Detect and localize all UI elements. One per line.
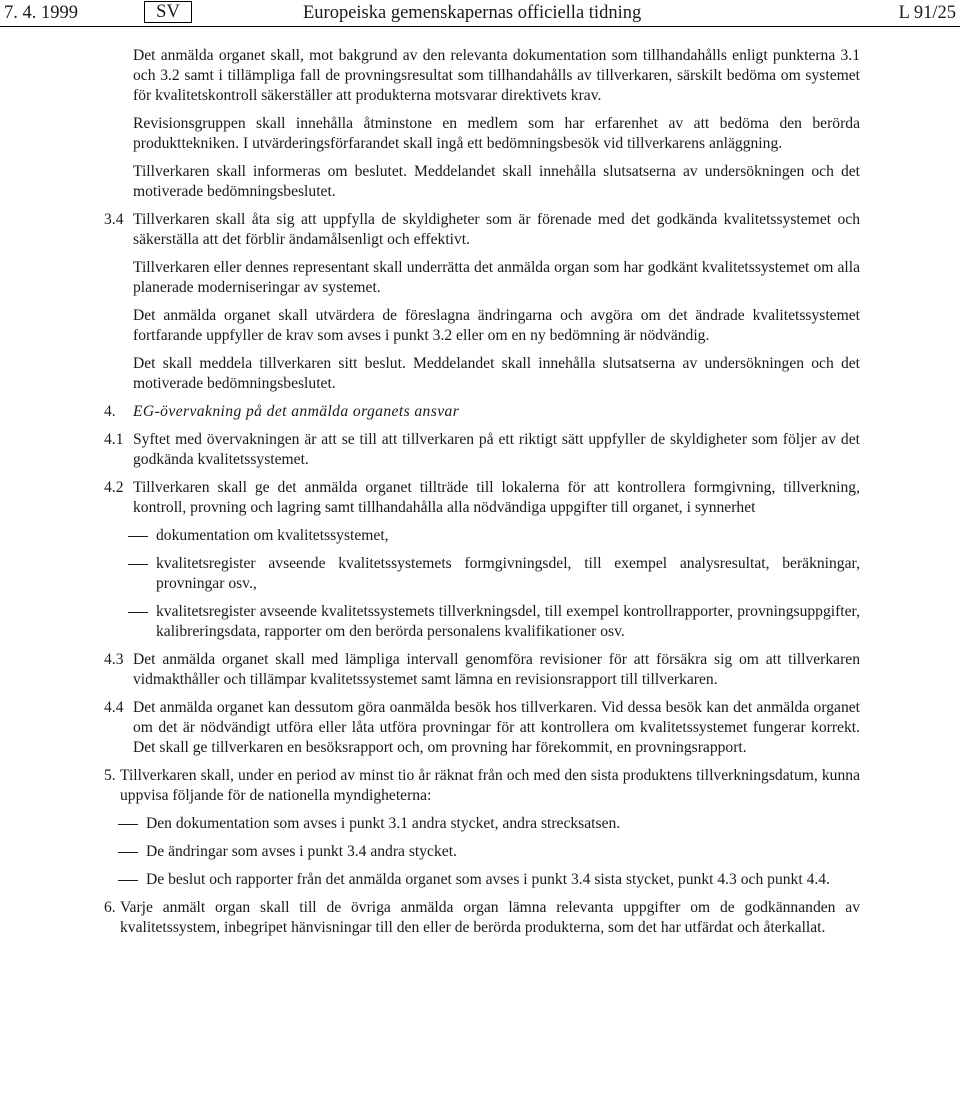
section-text: Det anmälda organet kan dessutom göra oanmälda besök hos tillverkaren. Vid dessa besök kan det anmälda organet om det är nödvändigt utföra eller låta utföra provningar för att kontrollera om kvalitetssystemet fungerar korrekt. Det skall ge tillverkaren en besöksrapport och, om provning har förekommit, en provningsrapport.	[133, 699, 860, 756]
list-item: kvalitetsregister avseende kvalitetssystemets tillverkningsdel, till exempel kontrollrapporter, provningsuppgifter, kalibreringsdata, rapporter om den berörda personalens kvalifikationer osv.	[104, 602, 860, 642]
section-text: Tillverkaren skall åta sig att uppfylla de skyldigheter som är förenade med det godkända kvalitetssystemet och säkerställa att det förblir ändamålsenligt och effektivt.	[133, 211, 860, 248]
section-text: Tillverkaren skall, under en period av minst tio år räknat från och med den sista produktens tillverkningsdatum, kunna uppvisa följande för de nationella myndigheterna:	[120, 767, 860, 804]
page-reference: L 91/25	[898, 3, 956, 23]
section-4-heading	[104, 402, 860, 422]
section-number: 6.	[104, 899, 116, 916]
section-number: 4.	[104, 403, 116, 420]
section-6	[104, 898, 860, 938]
section-text: Det anmälda organet skall med lämpliga intervall genomföra revisioner för att försäkra sig om att tillverkaren vidmakthåller och tillämpar kvalitetssystemet samt lämna en revisionsrapport till tillverkaren.	[133, 651, 860, 688]
paragraph-assessment: Det anmälda organet skall, mot bakgrund av den relevanta dokumentation som tillhandahålls enligt punkterna 3.1 och 3.2 samt i tillämpliga fall de provningsresultat som tillhandahålls av tillverkaren, särskilt bedöma om systemet för kvalitetskontroll säkerställer att produkterna motsvarar direktivets krav.	[133, 47, 860, 104]
document-body	[104, 46, 860, 946]
paragraph-notify-changes: Tillverkaren eller dennes representant skall underrätta det anmälda organ som har godkänt kvalitetssystemet om alla planerade moderniseringar av systemet.	[133, 259, 860, 296]
list-item: kvalitetsregister avseende kvalitetssystemets formgivningsdel, till exempel analysresultat, beräkningar, provningar osv.,	[104, 554, 860, 594]
paragraph-notify-decision: Det skall meddela tillverkaren sitt beslut. Meddelandet skall innehålla slutsatserna av undersökningen och det motiverade bedömningsbeslutet.	[133, 355, 860, 392]
paragraph-decision: Tillverkaren skall informeras om beslutet. Meddelandet skall innehålla slutsatserna av undersökningen och det motiverade bedömningsbeslutet.	[133, 163, 860, 200]
list-item: De beslut och rapporter från det anmälda organet som avses i punkt 3.4 sista stycket, punkt 4.3 och punkt 4.4.	[104, 870, 860, 890]
list-item: dokumentation om kvalitetssystemet,	[104, 526, 860, 546]
section-4-3	[104, 650, 860, 690]
section-number: 4.1	[104, 431, 124, 448]
section-title: EG-övervakning på det anmälda organets ansvar	[133, 403, 460, 420]
section-number: 3.4	[104, 211, 124, 228]
paragraph-evaluate-changes: Det anmälda organet skall utvärdera de föreslagna ändringarna och avgöra om det ändrade kvalitetssystemet fortfarande uppfyller de krav som avses i punkt 3.2 eller om en ny bedömning är nödvändig.	[133, 307, 860, 344]
language-badge: SV	[144, 1, 192, 23]
section-text: Varje anmält organ skall till de övriga anmälda organ lämna relevanta uppgifter om de godkännanden av kvalitetssystem, inbegripet hänvisningar till den eller de berörda produkterna, som det har utfärdat och återkallat.	[120, 899, 860, 936]
section-4-2	[104, 478, 860, 518]
list-item: Den dokumentation som avses i punkt 3.1 andra stycket, andra strecksatsen.	[104, 814, 860, 834]
section-4-1	[104, 430, 860, 470]
section-4-4	[104, 698, 860, 758]
section-number: 4.3	[104, 651, 124, 668]
list-item: De ändringar som avses i punkt 3.4 andra stycket.	[104, 842, 860, 862]
section-text: Tillverkaren skall ge det anmälda organet tillträde till lokalerna för att kontrollera formgivning, tillverkning, kontroll, provning och lagring samt tillhandahålla alla nödvändiga uppgifter till organet, i synnerhet	[133, 479, 860, 516]
publication-date: 7. 4. 1999	[4, 3, 78, 23]
journal-title: Europeiska gemenskapernas officiella tidning	[303, 3, 642, 23]
section-number: 4.4	[104, 699, 124, 716]
page-header	[0, 0, 960, 27]
section-3-4	[104, 210, 860, 250]
paragraph-audit-team: Revisionsgruppen skall innehålla åtminstone en medlem som har erfarenhet av att bedöma den berörda produkttekniken. I utvärderingsförfarandet skall ingå ett bedömningsbesök vid tillverkarens anläggning.	[133, 115, 860, 152]
section-number: 4.2	[104, 479, 124, 496]
section-number: 5.	[104, 767, 116, 784]
section-5	[104, 766, 860, 806]
section-text: Syftet med övervakningen är att se till att tillverkaren på ett riktigt sätt uppfyller de skyldigheter som följer av det godkända kvalitetssystemet.	[133, 431, 860, 468]
